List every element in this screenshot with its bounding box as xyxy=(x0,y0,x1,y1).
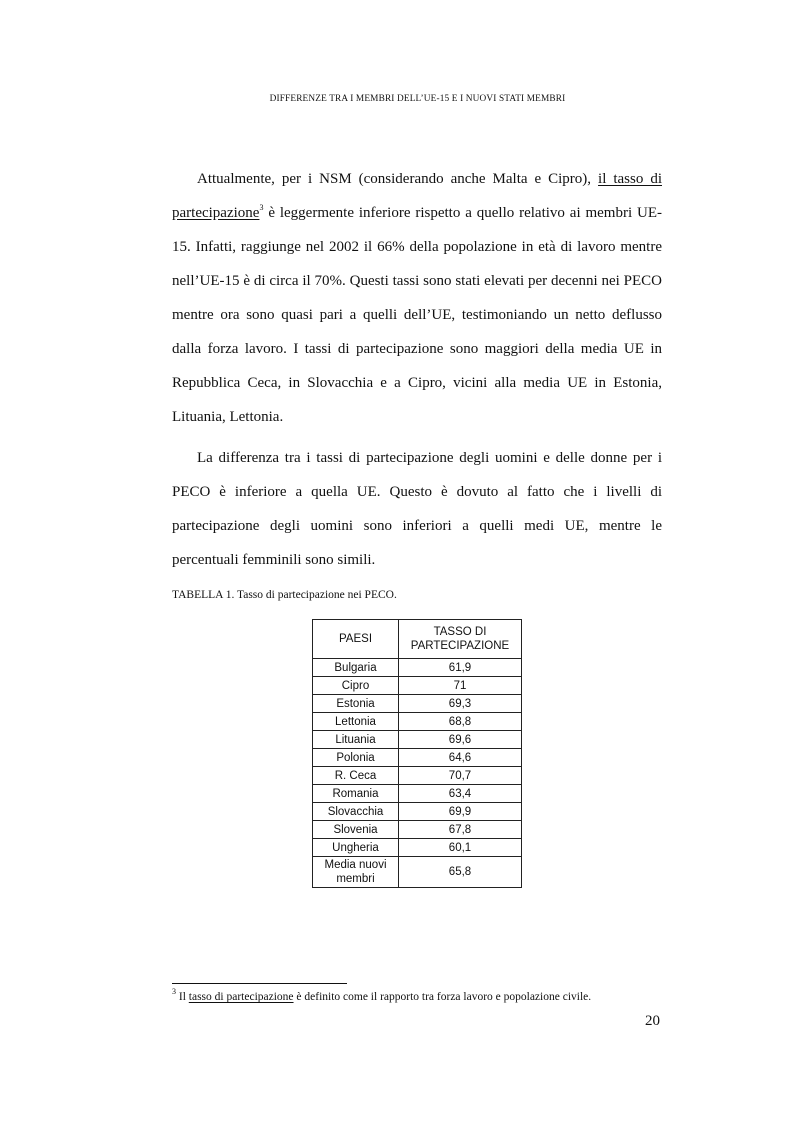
table-header-row xyxy=(313,620,522,659)
footnote-text: è definito come il rapporto tra forza lavoro e popolazione civile. xyxy=(293,991,592,1003)
country-cell: Cipro xyxy=(313,677,399,695)
footnote xyxy=(172,987,592,1003)
country-cell: Estonia xyxy=(313,695,399,713)
country-cell: Lettonia xyxy=(313,713,399,731)
country-cell: Polonia xyxy=(313,749,399,767)
rate-cell: 60,1 xyxy=(399,839,522,857)
rate-cell: 61,9 xyxy=(399,659,522,677)
country-cell: Slovenia xyxy=(313,821,399,839)
footnote-reference[interactable]: 3 xyxy=(259,203,264,212)
rate-cell: 63,4 xyxy=(399,785,522,803)
participation-table xyxy=(312,619,522,888)
paragraph-1-text: Attualmente, per i NSM (considerando anche Malta e Cipro), xyxy=(197,171,599,187)
rate-cell: 69,3 xyxy=(399,695,522,713)
footnote-term: tasso di partecipazione xyxy=(188,991,294,1003)
rate-cell: 67,8 xyxy=(399,821,522,839)
rate-cell: 64,6 xyxy=(399,749,522,767)
running-header: DIFFERENZE TRA I MEMBRI DELL’UE-15 E I NUOVI STATI MEMBRI xyxy=(269,94,566,104)
table-row xyxy=(313,677,522,695)
paragraph-1-text-cont: è leggermente inferiore rispetto a quello relativo ai membri UE-15. Infatti, raggiunge nel 2002 il 66% della popolazione in età di lavoro mentre nell’UE-15 è di circa il 70%. Questi tassi sono stati elevati per decenni nei PECO mentre ora sono quasi pari a quelli dell’UE, testimoniando un netto deflusso dalla forza lavoro. I tassi di partecipazione sono maggiori della media UE in Repubblica Ceca, in Slovacchia e a Cipro, vicini alla media UE in Estonia, Lituania, Lettonia. xyxy=(172,205,662,425)
table-row xyxy=(313,749,522,767)
rate-cell: 70,7 xyxy=(399,767,522,785)
table-row xyxy=(313,839,522,857)
footnote-number: 3 xyxy=(172,987,176,997)
table-row xyxy=(313,821,522,839)
country-cell: Romania xyxy=(313,785,399,803)
country-cell: Ungheria xyxy=(313,839,399,857)
column-header-paesi: PAESI xyxy=(313,620,399,659)
column-header-tasso: TASSO DI PARTECIPAZIONE xyxy=(399,620,522,659)
table-row xyxy=(313,659,522,677)
page-number: 20 xyxy=(645,1013,660,1029)
rate-cell: 69,6 xyxy=(399,731,522,749)
country-cell: Bulgaria xyxy=(313,659,399,677)
footnote-lead: Il xyxy=(176,991,189,1003)
rate-cell: 71 xyxy=(399,677,522,695)
rate-cell: 68,8 xyxy=(399,713,522,731)
rate-cell: 69,9 xyxy=(399,803,522,821)
table-row xyxy=(313,803,522,821)
table-row xyxy=(313,785,522,803)
table-row xyxy=(313,767,522,785)
table-caption: TABELLA 1. Tasso di partecipazione nei PECO. xyxy=(172,589,397,601)
table-row xyxy=(313,695,522,713)
term-tasso-di-partecipazione: il tasso di partecipazione xyxy=(172,171,662,221)
footnote-divider xyxy=(172,983,347,984)
body-text xyxy=(172,162,662,577)
paragraph-2: La differenza tra i tassi di partecipazione degli uomini e delle donne per i PECO è inferiore a quella UE. Questo è dovuto al fatto che i livelli di partecipazione degli uomini sono inferiori a quelli medi UE, mentre le percentuali femminili sono simili. xyxy=(172,450,662,568)
country-cell: Slovacchia xyxy=(313,803,399,821)
table-row xyxy=(313,857,522,888)
table-row xyxy=(313,731,522,749)
country-cell: Lituania xyxy=(313,731,399,749)
paragraph-1 xyxy=(172,162,662,434)
country-cell: R. Ceca xyxy=(313,767,399,785)
country-cell: Media nuovi membri xyxy=(313,857,399,888)
table-row xyxy=(313,713,522,731)
rate-cell: 65,8 xyxy=(399,857,522,888)
